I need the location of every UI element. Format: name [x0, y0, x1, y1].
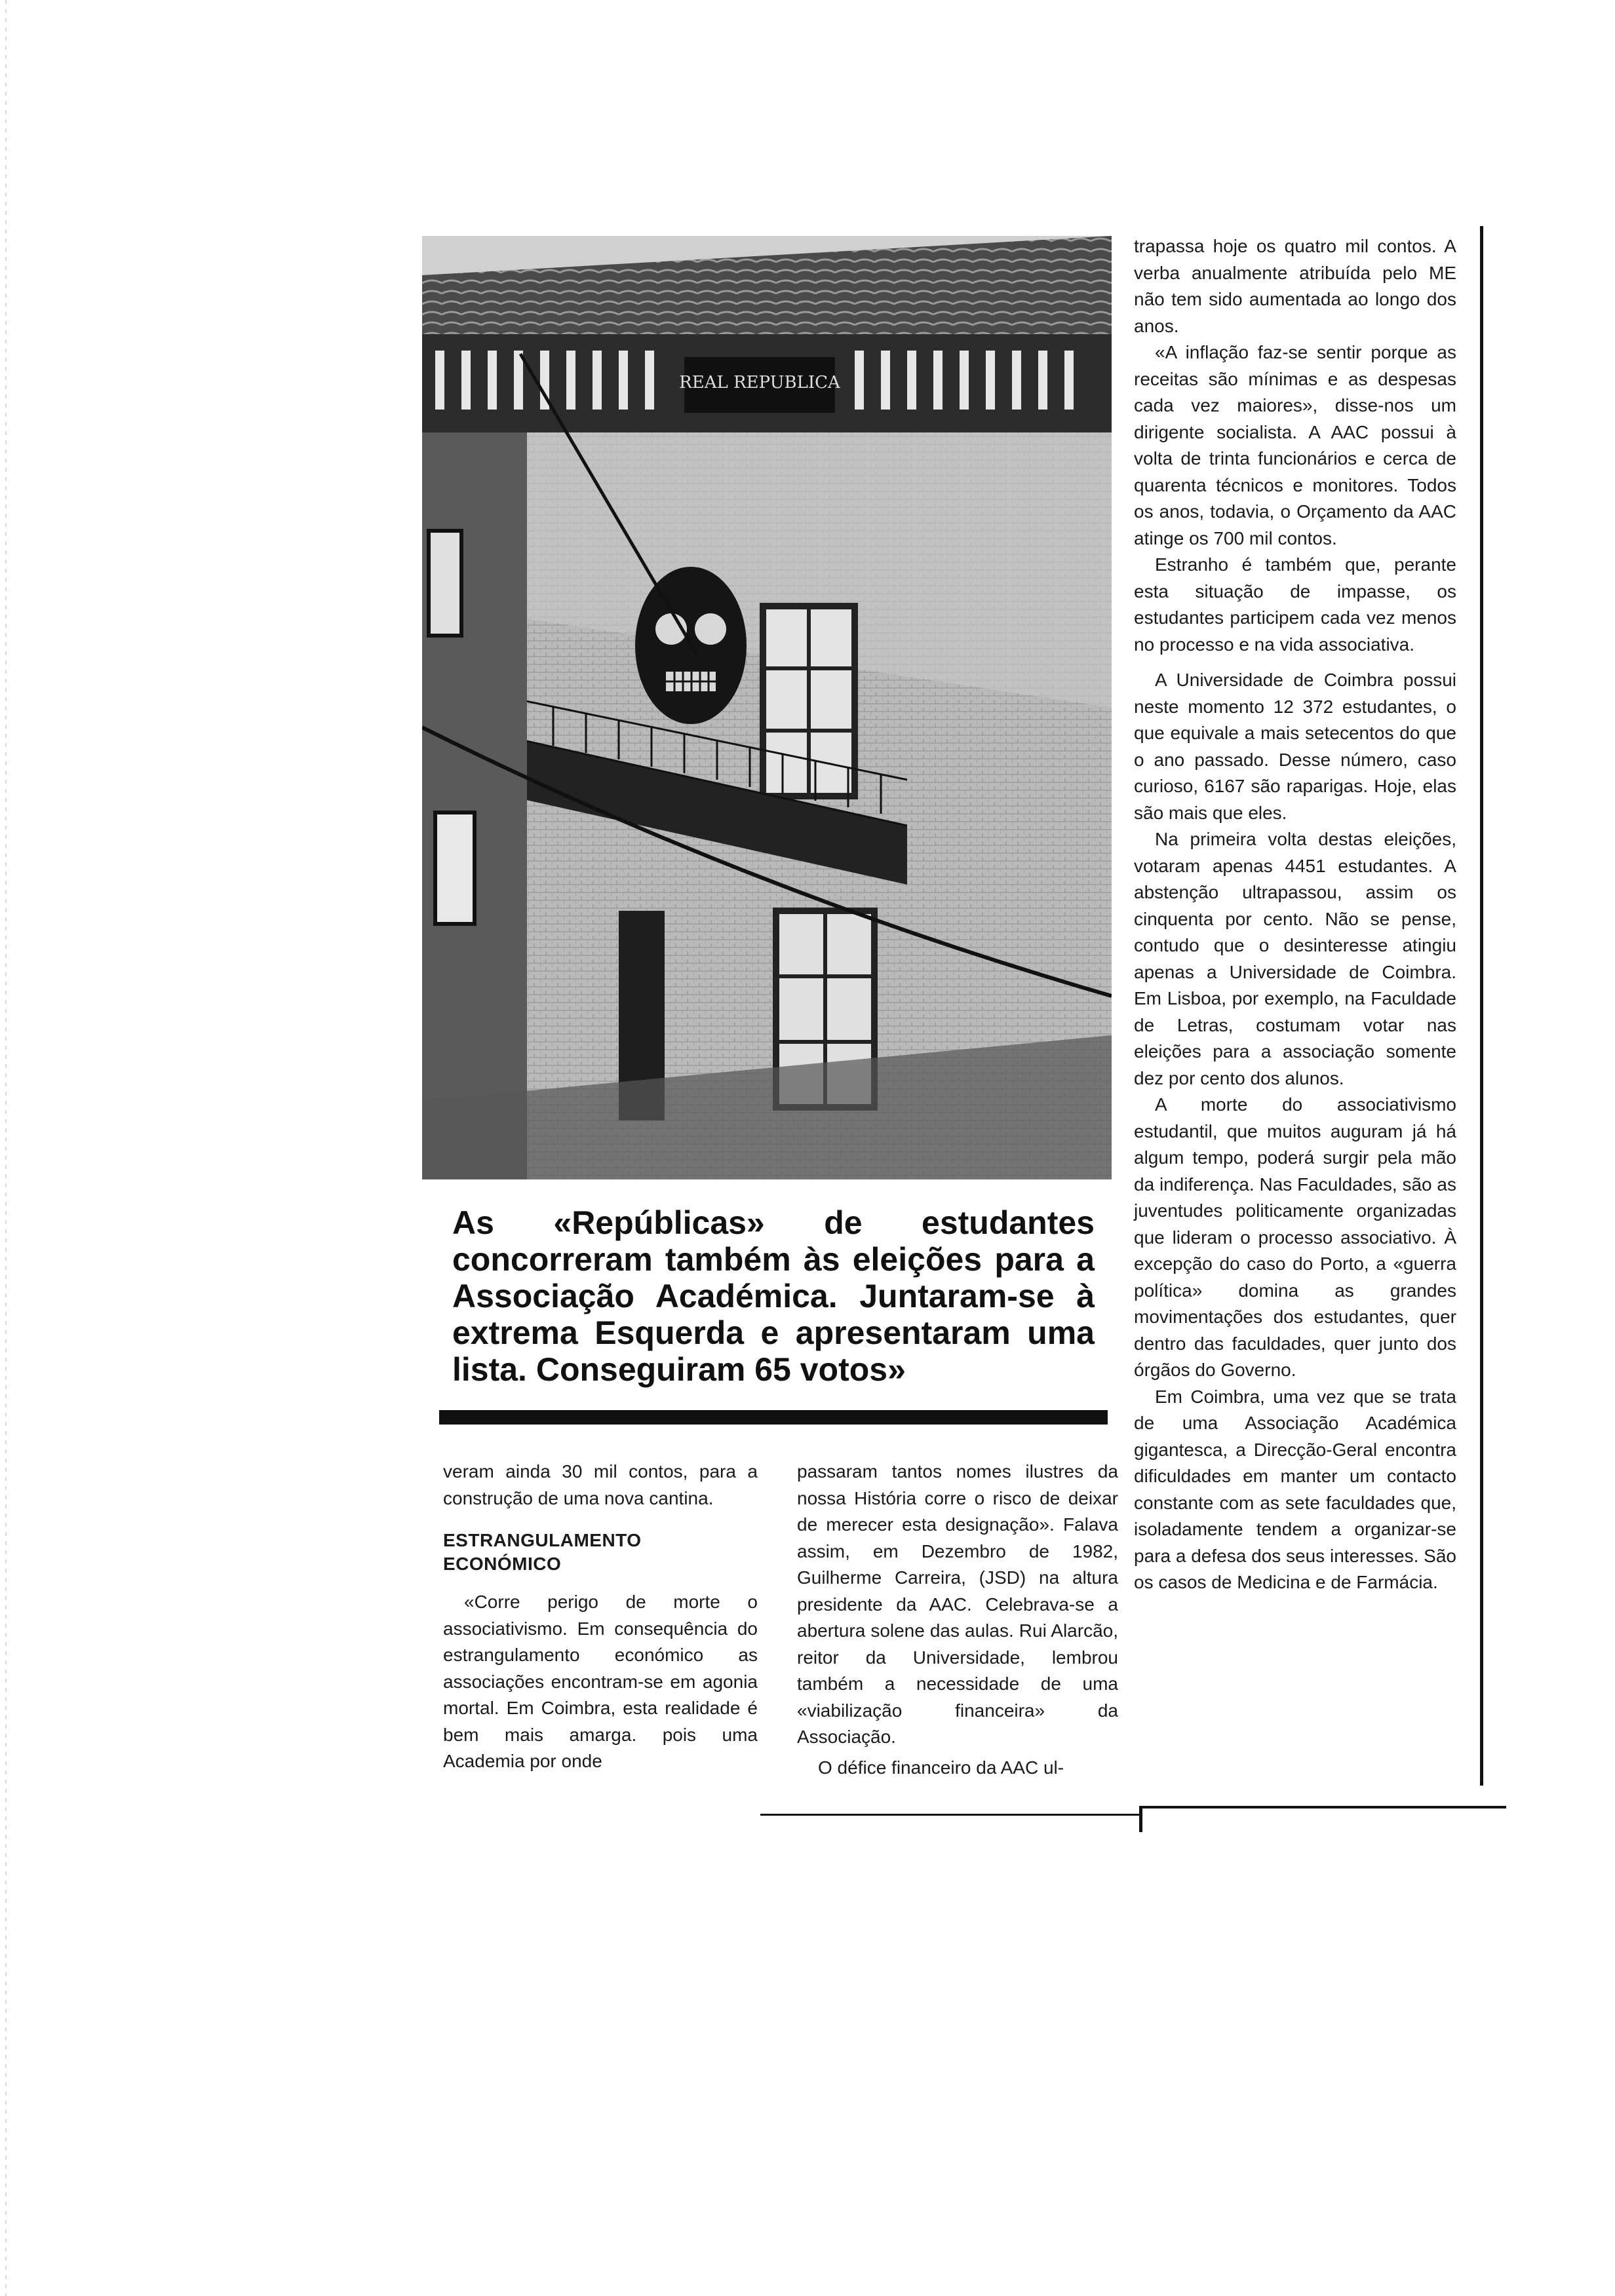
- column-right-paragraph-7: Em Coimbra, uma vez que se trata de uma Associação Académica gigantesca, a Direcção-Geral encontra dificuldades em manter um contacto constante com as sete faculdades que, isoladamente tendem a organizar-se para a defesa dos seus interesses. São os casos de Medicina e de Farmácia.: [1134, 1386, 1456, 1592]
- column-left-paragraph: «Corre perigo de morte o associativismo. Em consequência do estrangulamento económico as associações encontram-se em agonia mortal. Em Coimbra, esta realidade é bem mais amarga. pois uma Academia por onde: [443, 1592, 758, 1771]
- column-right-paragraph-2: «A inflação faz-se sentir porque as receitas são mínimas e as despesas cada vez maiores», disse-nos um dirigente socialista. A AAC possui à volta de trinta funcionários e cerca de quarenta técnicos e monitores. Todos os anos, todavia, o Orçamento da AAC atinge os 700 mil contos.: [1134, 342, 1456, 548]
- building-photo: [422, 236, 1112, 1179]
- scan-edge: [5, 0, 7, 2296]
- sign-text: REAL REPUBLICA: [679, 373, 840, 392]
- column-right-border: [1480, 226, 1483, 1786]
- column-right-paragraph-6: A morte do associativismo estudantil, que muitos auguram já há algum tempo, poderá surgir pela mão da indiferença. Nas Faculdades, são as juventudes politicamente organizadas que lideram o processo associativo. À excepção do caso do Porto, a «guerra política» domina as grandes movimentações dos estudantes, quer dentro das faculdades, quer junto dos órgãos do Governo.: [1134, 1094, 1456, 1380]
- column-right-paragraph-4: A Universidade de Coimbra possui neste momento 12 372 estudantes, o que equivale a mais setecentos do que o ano passado. Desse número, caso curioso, 6167 são raparigas. Hoje, elas são mais que eles.: [1134, 670, 1456, 823]
- column-middle-paragraph-2: O défice financeiro da AAC ul-: [818, 1757, 1064, 1778]
- column-middle: [797, 1459, 1118, 1781]
- column-left-lead: veram ainda 30 mil contos, para a construção de uma nova cantina.: [443, 1461, 758, 1508]
- column-right-paragraph-3: Estranho é também que, perante esta situação de impasse, os estudantes participem cada vez menos no processo e na vida associativa.: [1134, 554, 1456, 655]
- section-divider: [439, 1410, 1108, 1425]
- column-right-paragraph-1: trapassa hoje os quatro mil contos. A verba anualmente atribuída pelo ME não tem sido aumentada ao longo dos anos.: [1134, 236, 1456, 336]
- subheading-line-1: ESTRANGULAMENTO: [443, 1530, 642, 1550]
- building-photo-icon: [422, 236, 1112, 1179]
- subheading-line-2: ECONÓMICO: [443, 1554, 562, 1574]
- column-right-bottom-tick: [1139, 1806, 1142, 1832]
- column-end-rule: [760, 1814, 1140, 1816]
- column-right-paragraph-5: Na primeira volta destas eleições, votaram apenas 4451 estudantes. A abstenção ultrapassou, assim os cinquenta por cento. Não se pense, contudo que o desinteresse atingiu apenas a Universidade de Coimbra. Em Lisboa, por exemplo, na Faculdade de Letras, costumam votar nas eleições para a associação somente dez por cento dos alunos.: [1134, 829, 1456, 1088]
- column-left: [443, 1459, 758, 1775]
- column-right-bottom-rule: [1139, 1806, 1506, 1808]
- photo-caption: As «Repúblicas» de estudantes concorreram também às eleições para a Associação Académica. Juntaram-se à extrema Esquerda e apresentaram uma lista. Conseguiram 65 votos»: [452, 1204, 1095, 1388]
- column-right: [1134, 233, 1456, 1596]
- subheading: [443, 1529, 758, 1576]
- column-middle-paragraph-1: passaram tantos nomes ilustres da nossa História corre o risco de deixar de merecer esta designação». Falava assim, em Dezembro de 1982, Guilherme Carreira, (JSD) na altura presidente da AAC. Celebrava-se a abertura solene das aulas. Rui Alarcão, reitor da Universidade, lembrou também a necessidade de uma «viabilização financeira» da Associação.: [797, 1461, 1118, 1747]
